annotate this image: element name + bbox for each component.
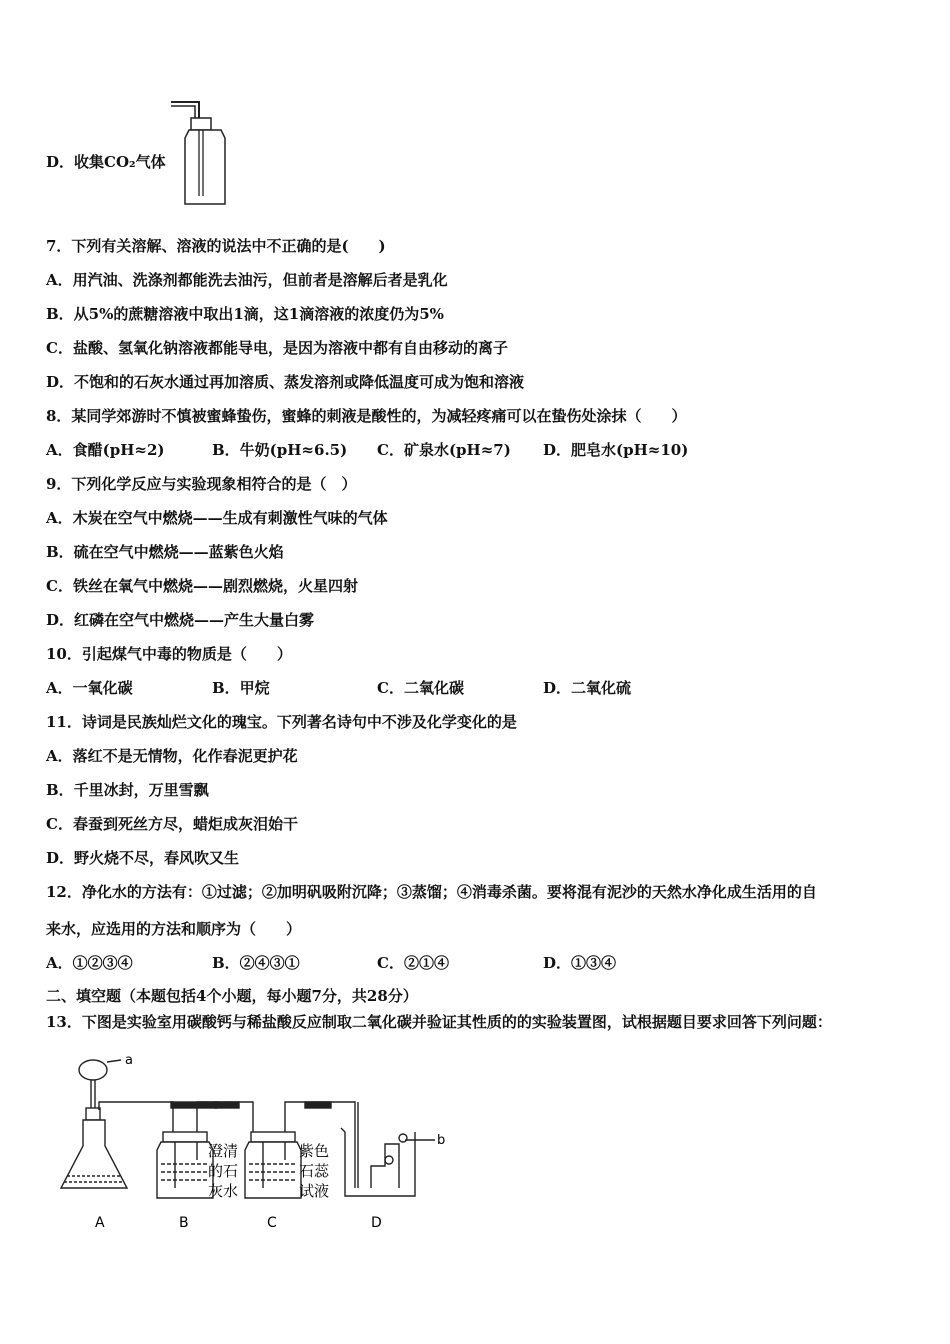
q10-option-d: D．二氧化硫 bbox=[543, 679, 632, 697]
q11-option-b: B．千里冰封，万里雪飘 bbox=[46, 781, 209, 799]
q7-option-c: C．盐酸、氢氧化钠溶液都能导电，是因为溶液中都有自由移动的离子 bbox=[46, 339, 508, 357]
c-reagent-line1: 紫色 bbox=[299, 1142, 330, 1160]
caption-d: D bbox=[371, 1215, 382, 1231]
q12-option-a: A．①②③④ bbox=[46, 954, 133, 972]
q6-option-d: D．收集CO₂气体 bbox=[46, 153, 166, 171]
q10-option-c: C．二氧化碳 bbox=[377, 679, 464, 697]
q11-option-c: C．春蚕到死丝方尽，蜡炬成灰泪始干 bbox=[46, 815, 298, 833]
c-reagent-line3: 试液 bbox=[299, 1182, 330, 1200]
q9-option-a: A．木炭在空气中燃烧——生成有刺激性气味的气体 bbox=[46, 509, 388, 527]
q8-option-d: D．肥皂水(pH≈10) bbox=[543, 441, 689, 459]
q9-option-c: C．铁丝在氧气中燃烧——剧烈燃烧，火星四射 bbox=[46, 577, 358, 595]
caption-a: A bbox=[95, 1215, 105, 1231]
q10-option-a: A．一氧化碳 bbox=[46, 679, 133, 697]
q7-option-b: B．从5%的蔗糖溶液中取出1滴，这1滴溶液的浓度仍为5% bbox=[46, 305, 444, 323]
b-reagent-line2: 的石 bbox=[208, 1162, 239, 1180]
q8-option-c: C．矿泉水(pH≈7) bbox=[377, 441, 511, 459]
q8-option-a: A．食醋(pH≈2) bbox=[46, 441, 165, 459]
b-reagent-line3: 灰水 bbox=[208, 1182, 239, 1200]
q9-option-b: B．硫在空气中燃烧——蓝紫色火焰 bbox=[46, 543, 284, 561]
q12-option-c: C．②①④ bbox=[377, 954, 449, 972]
co2-apparatus-figure bbox=[55, 1048, 465, 1238]
q9-option-d: D．红磷在空气中燃烧——产生大量白雾 bbox=[46, 611, 315, 629]
q9-stem: 9．下列化学反应与实验现象相符合的是（ ） bbox=[46, 475, 357, 493]
q7-option-d: D．不饱和的石灰水通过再加溶质、蒸发溶剂或降低温度可成为饱和溶液 bbox=[46, 373, 525, 391]
q10-stem: 10．引起煤气中毒的物质是（ ） bbox=[46, 645, 292, 663]
caption-b: B bbox=[179, 1215, 189, 1231]
section-2-title: 二、填空题（本题包括4个小题，每小题7分，共28分） bbox=[46, 987, 418, 1005]
gas-collection-bottle-figure bbox=[165, 98, 235, 210]
q10-option-b: B．甲烷 bbox=[212, 679, 270, 697]
q12-stem-line2: 来水，应选用的方法和顺序为（ ） bbox=[46, 920, 302, 938]
q8-stem: 8．某同学郊游时不慎被蜜蜂蛰伤，蜜蜂的刺液是酸性的，为减轻疼痛可以在蛰伤处涂抹（ ） bbox=[46, 407, 687, 425]
q11-option-a: A．落红不是无情物，化作春泥更护花 bbox=[46, 747, 298, 765]
q7-stem: 7．下列有关溶解、溶液的说法中不正确的是( ) bbox=[46, 237, 386, 255]
q11-option-d: D．野火烧不尽，春风吹又生 bbox=[46, 849, 240, 867]
q11-stem: 11．诗词是民族灿烂文化的瑰宝。下列著名诗句中不涉及化学变化的是 bbox=[46, 713, 517, 731]
apparatus-b-bottle bbox=[157, 1102, 253, 1198]
q12-stem-line1: 12．净化水的方法有：①过滤；②加明矾吸附沉降；③蒸馏；④消毒杀菌。要将混有泥沙的天然水净化成生活用的自 bbox=[46, 883, 817, 901]
label-a: a bbox=[125, 1053, 133, 1068]
label-b: b bbox=[437, 1133, 446, 1148]
b-reagent-line1: 澄清 bbox=[208, 1142, 239, 1160]
caption-c: C bbox=[267, 1215, 277, 1231]
q13-stem: 13．下图是实验室用碳酸钙与稀盐酸反应制取二氧化碳并验证其性质的的实验装置图，试根据题目要求回答下列问题： bbox=[46, 1013, 832, 1031]
q8-option-b: B．牛奶(pH≈6.5) bbox=[212, 441, 348, 459]
q12-option-b: B．②④③① bbox=[212, 954, 300, 972]
c-reagent-line2: 石蕊 bbox=[299, 1162, 330, 1180]
q7-option-a: A．用汽油、洗涤剂都能洗去油污，但前者是溶解后者是乳化 bbox=[46, 271, 448, 289]
apparatus-a-flask bbox=[61, 1060, 173, 1188]
q12-option-d: D．①③④ bbox=[543, 954, 617, 972]
